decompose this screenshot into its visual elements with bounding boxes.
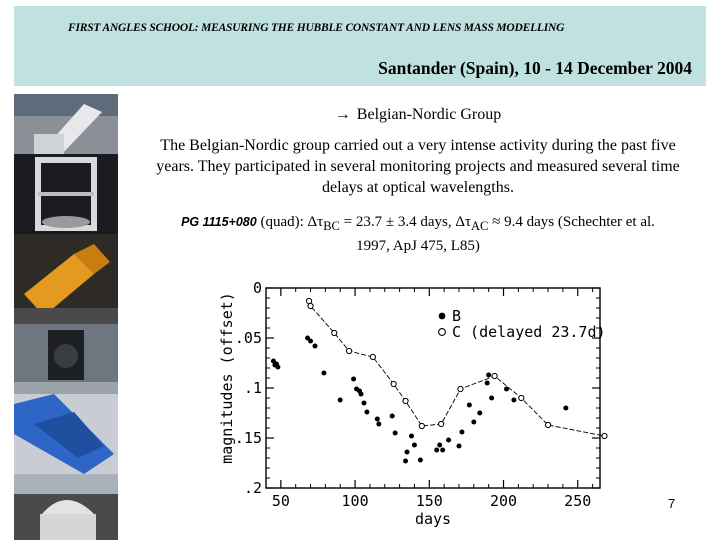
paragraph-line: delays at optical wavelengths. [322,179,514,196]
series-b-point [405,450,410,455]
series-b-point [511,398,516,403]
right-arrow-icon: → [334,106,351,123]
telescope-photo-3 [14,234,118,324]
y-tick-label: .15 [234,429,262,447]
series-b-point [376,422,381,427]
x-tick-label: 150 [415,492,443,510]
y-tick-label: .2 [243,479,262,497]
series-b-point [446,438,451,443]
school-title: FIRST ANGLES SCHOOL: MEASURING THE HUBBLE CONSTANT AND LENS MASS MODELLING [68,22,565,34]
y-tick-label: 0 [252,279,262,297]
series-b-point [437,443,442,448]
lens-object-name: PG 1115+080 [181,215,257,229]
legend-c-label: C (delayed 23.7d) [452,323,606,341]
series-c-point [545,422,550,427]
series-b-point [477,411,482,416]
time-delay-citation [120,212,716,256]
telescope-photo-strip [14,94,118,540]
plot-frame [266,288,600,488]
series-b-point [390,414,395,419]
series-b-point [434,448,439,453]
series-b-point [275,365,280,370]
series-b-point [308,339,313,344]
series-b-point [403,459,408,464]
telescope-photo-1 [14,94,118,154]
series-b-point [418,458,423,463]
legend-b-label: B [452,307,462,325]
series-c-point [602,433,607,438]
series-c-point [370,354,375,359]
x-tick-label: 200 [489,492,518,510]
group-heading-text: Belgian-Nordic Group [356,106,502,123]
series-c-point [306,298,311,303]
citation-text: = 23.7 ± 3.4 days, Δτ [339,214,472,230]
light-curve-chart [210,272,610,534]
series-b-point [563,406,568,411]
series-b-point [361,401,366,406]
legend-b-marker [439,313,446,320]
series-b-point [375,417,380,422]
telescope-photo-2 [14,154,118,234]
x-axis-title: days [414,510,452,528]
series-b-point [359,392,364,397]
series-b-point [338,398,343,403]
series-b-point [440,448,445,453]
series-c-point [519,395,524,400]
series-c-point [439,421,444,426]
series-b-point [485,381,490,386]
x-tick-label: 50 [271,492,290,510]
subscript-bc: BC [323,219,340,233]
paragraph-line: years. They participated in several monitoring projects and measured several time [156,158,680,175]
y-tick-label: .05 [234,329,262,347]
slide-header [14,6,706,86]
group-heading [120,106,716,124]
series-c-point [391,381,396,386]
series-b-point [471,420,476,425]
y-axis-title: magnitudes (offset) [218,292,236,464]
series-b-point [321,371,326,376]
series-c-point [458,386,463,391]
telescope-photo-6 [14,474,118,540]
citation-line-2: 1997, ApJ 475, L85) [356,238,480,254]
series-b-point [489,396,494,401]
series-b-point [467,403,472,408]
series-b-point [409,434,414,439]
series-b-point [412,443,417,448]
series-b-point [364,410,369,415]
citation-text: (quad): Δτ [256,214,324,230]
x-tick-label: 100 [341,492,369,510]
page-number: 7 [668,496,676,511]
series-b-point [504,387,509,392]
series-c-point [308,303,313,308]
series-b-point [312,344,317,349]
series-b-point [351,377,356,382]
series-c-point [419,423,424,428]
y-tick-label: .1 [243,379,262,397]
description-paragraph [120,135,716,198]
telescope-photo-5 [14,394,118,474]
citation-text: ≈ 9.4 days (Schechter et al. [488,214,655,230]
event-location-date: Santander (Spain), 10 - 14 December 2004 [378,58,692,78]
series-b-point [486,373,491,378]
series-b-point [456,444,461,449]
series-c-point [492,373,497,378]
series-c-point [332,330,337,335]
legend-c-marker [439,329,446,336]
series-b-point [459,430,464,435]
telescope-photo-4 [14,324,118,394]
series-c-point [347,348,352,353]
paragraph-line: The Belgian-Nordic group carried out a very intense activity during the past five [160,137,676,154]
x-tick-label: 250 [564,492,592,510]
series-c-point [403,398,408,403]
series-b-point [393,431,398,436]
subscript-ac: AC [471,219,489,233]
